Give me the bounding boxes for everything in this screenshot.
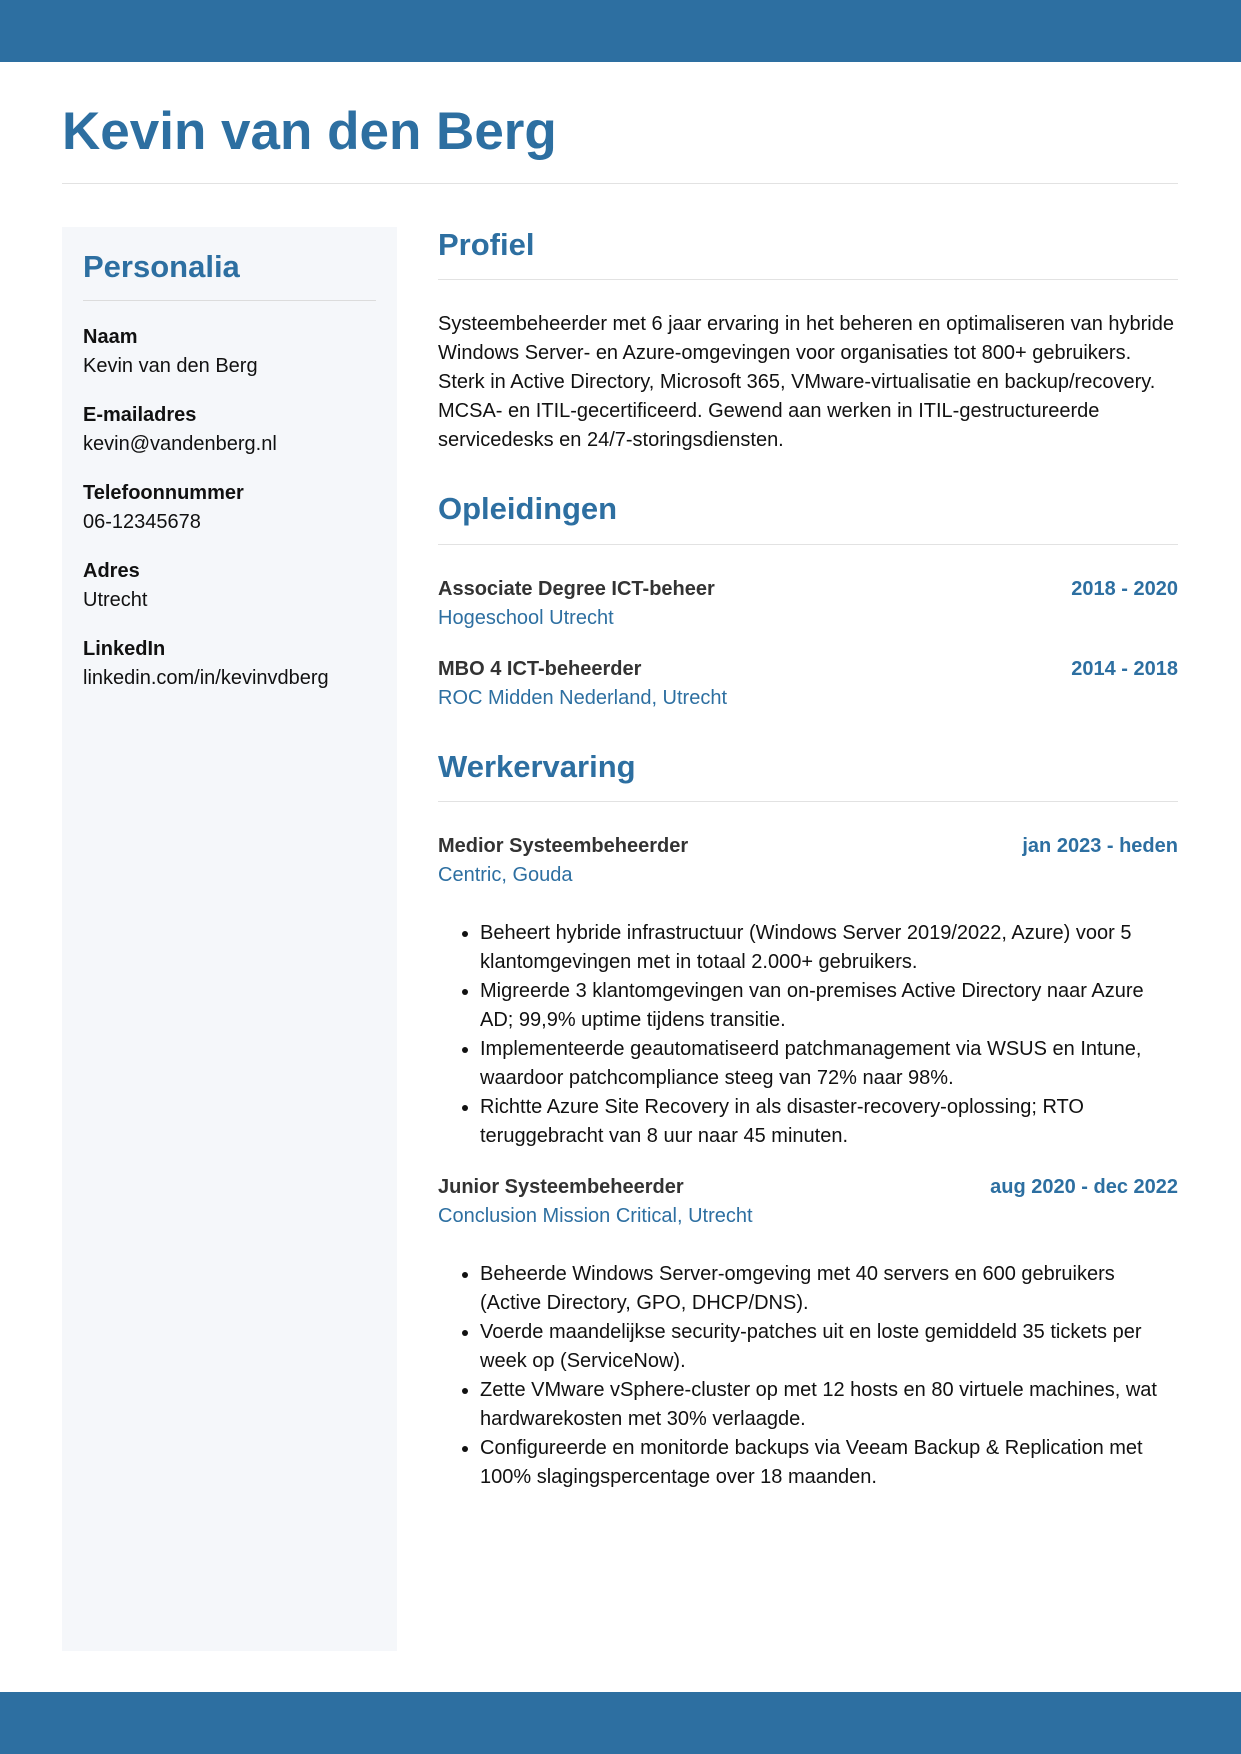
top-color-band xyxy=(0,0,1241,62)
education-title: MBO 4 ICT-beheerder xyxy=(438,657,642,680)
experience-section xyxy=(438,747,1178,1492)
job-date: aug 2020 - dec 2022 xyxy=(990,1175,1178,1198)
education-institution: Hogeschool Utrecht xyxy=(438,606,614,629)
job-employer: Centric, Gouda xyxy=(438,863,573,886)
personalia-divider xyxy=(83,300,376,301)
achievement-item: • Voerde maandelijkse security-patches uit en loste gemiddeld 35 tickets per week op (ServiceNow). xyxy=(480,1318,1178,1376)
personal-item-value: kevin@vandenberg.nl xyxy=(83,433,277,456)
education-entry xyxy=(438,655,1178,713)
education-institution: ROC Midden Nederland, Utrecht xyxy=(438,686,728,709)
profile-divider xyxy=(438,279,1178,280)
achievement-item: • Beheerde Windows Server-omgeving met 40 servers en 600 gebruikers (Active Directory, GPO, DHCP/DNS). xyxy=(480,1260,1178,1318)
achievement-item: • Configureerde en monitorde backups via Veeam Backup & Replication met 100% slagingspercentage over 18 maanden. xyxy=(480,1434,1178,1492)
job-achievements xyxy=(438,1260,1178,1492)
job-employer: Conclusion Mission Critical, Utrecht xyxy=(438,1204,753,1227)
personal-item-label: LinkedIn xyxy=(83,638,166,661)
achievement-item: • Zette VMware vSphere-cluster op met 12 hosts en 80 virtuele machines, wat hardwarekosten met 30% verlaagde. xyxy=(480,1376,1178,1434)
personalia-heading: Personalia xyxy=(83,249,240,284)
education-section xyxy=(438,489,1178,712)
main-content xyxy=(438,225,1178,1514)
title-divider xyxy=(62,183,1178,184)
resume-name: Kevin van den Berg xyxy=(62,102,557,161)
personal-item-label: Naam xyxy=(83,326,138,349)
education-entry xyxy=(438,575,1178,633)
education-divider xyxy=(438,544,1178,545)
personal-item-address xyxy=(83,557,376,615)
achievement-item: • Implementeerde geautomatiseerd patchmanagement via WSUS en Intune, waardoor patchcompliance steeg van 72% naar 98%. xyxy=(480,1035,1178,1093)
personal-item-value: Utrecht xyxy=(83,589,148,612)
personal-item-label: Telefoonnummer xyxy=(83,482,244,505)
experience-heading: Werkervaring xyxy=(438,748,636,784)
experience-entry xyxy=(438,1173,1178,1492)
education-heading: Opleidingen xyxy=(438,491,618,527)
profile-heading: Profiel xyxy=(438,227,535,262)
education-date: 2014 - 2018 xyxy=(1071,657,1178,680)
personal-item-email xyxy=(83,401,376,459)
job-date: jan 2023 - heden xyxy=(1022,834,1178,857)
personal-item-name xyxy=(83,323,376,381)
achievement-item: • Richtte Azure Site Recovery in als disaster-recovery-oplossing; RTO teruggebracht van 8 uur naar 45 minuten. xyxy=(480,1093,1178,1151)
experience-entry xyxy=(438,832,1178,1151)
experience-divider xyxy=(438,801,1178,802)
profile-text: Systeembeheerder met 6 jaar ervaring in het beheren en optimaliseren van hybride Windows Server- en Azure-omgevingen voor organisaties tot 800+ gebruikers. Sterk in Active Directory, Microsoft 365, VMware-virtualisatie en backup/recovery. MCSA- en ITIL-gecertificeerd. Gewend aan werken in ITIL-gestructureerde servicedesks en 24/7-storingsdiensten. xyxy=(438,313,1174,452)
job-title: Medior Systeembeheerder xyxy=(438,834,689,857)
profile-section xyxy=(438,225,1178,455)
job-title: Junior Systeembeheerder xyxy=(438,1175,684,1198)
personal-item-value: 06-12345678 xyxy=(83,511,201,534)
education-title: Associate Degree ICT-beheer xyxy=(438,577,715,600)
personal-item-phone xyxy=(83,479,376,537)
achievement-item: • Beheert hybride infrastructuur (Windows Server 2019/2022, Azure) voor 5 klantomgevingen met in totaal 2.000+ gebruikers. xyxy=(480,919,1178,977)
personal-item-value: linkedin.com/in/kevinvdberg xyxy=(83,667,329,690)
personal-item-label: E-mailadres xyxy=(83,404,197,427)
achievement-item: • Migreerde 3 klantomgevingen van on-premises Active Directory naar Azure AD; 99,9% uptime tijdens transitie. xyxy=(480,977,1178,1035)
personal-info-sidebar xyxy=(62,227,397,1651)
personal-item-label: Adres xyxy=(83,560,140,583)
personal-item-linkedin xyxy=(83,635,376,693)
education-date: 2018 - 2020 xyxy=(1071,577,1178,600)
bottom-color-band xyxy=(0,1692,1241,1754)
personal-item-value: Kevin van den Berg xyxy=(83,355,258,378)
job-achievements xyxy=(438,919,1178,1151)
